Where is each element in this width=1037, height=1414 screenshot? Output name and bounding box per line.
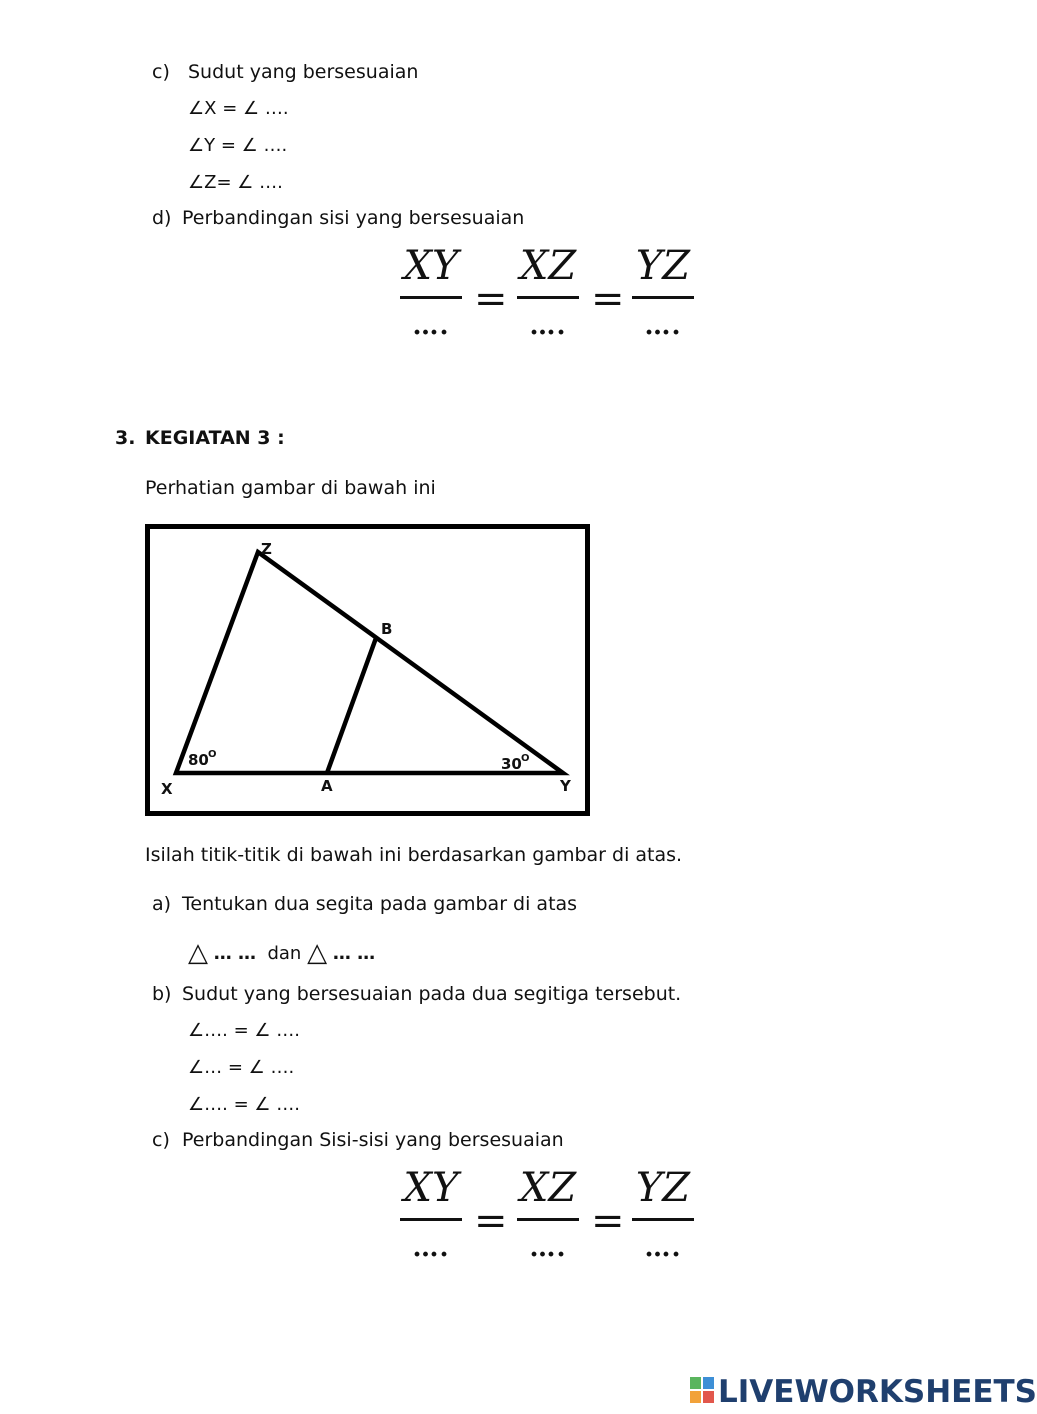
item-title-d: Perbandingan sisi yang bersesuaian (182, 207, 525, 229)
equals-sign: = (591, 1198, 625, 1244)
fraction-blank: …. (644, 311, 682, 341)
triangle-symbol: △ (307, 938, 328, 968)
vertex-label-z: Z (261, 540, 272, 558)
triangle-blank-2[interactable]: … … (332, 943, 376, 964)
fraction-xy (400, 1165, 462, 1263)
connector-text: dan (267, 943, 302, 964)
vertex-label-x: X (161, 780, 173, 798)
triangle-blank-1[interactable]: … … (213, 943, 257, 964)
vertex-label-b: B (381, 620, 393, 638)
angle-line-y: ∠Y = ∠ …. (188, 135, 288, 156)
triangle-figure (145, 524, 591, 818)
item-label-c2: c) (152, 1129, 170, 1151)
angle-blank-line-3[interactable]: ∠…. = ∠ …. (188, 1094, 300, 1115)
fraction-numerator: YZ (635, 243, 691, 289)
fraction-numerator: XZ (519, 243, 577, 289)
item-title-a: Tentukan dua segita pada gambar di atas (182, 893, 578, 915)
fraction-numerator: XY (403, 1165, 459, 1211)
item-title-b: Sudut yang bersesuaian pada dua segitiga tersebut. (182, 983, 682, 1005)
triangle-symbol: △ (188, 938, 208, 968)
instruction-text: Isilah titik-titik di bawah ini berdasarkan gambar di atas. (145, 844, 683, 866)
fraction-bar (632, 296, 694, 299)
equals-sign: = (474, 276, 508, 322)
item-title-c: Sudut yang bersesuaian (188, 61, 419, 83)
fraction-numerator: XZ (519, 1165, 577, 1211)
vertex-label-y: Y (560, 777, 571, 795)
angle-blank-line-2[interactable]: ∠… = ∠ …. (188, 1057, 295, 1078)
fraction-numerator: XY (403, 243, 459, 289)
item-label-d: d) (152, 207, 172, 229)
fraction-xy (400, 243, 462, 341)
fraction-blank[interactable]: …. (644, 1233, 682, 1263)
fraction-bar (400, 1218, 462, 1221)
fraction-numerator: YZ (635, 1165, 691, 1211)
angle-line-x: ∠X = ∠ …. (188, 98, 289, 119)
angle-blank-line-1[interactable]: ∠…. = ∠ …. (188, 1020, 300, 1041)
angle-value-y: 30 (501, 755, 522, 773)
logo-grid-icon (690, 1377, 714, 1404)
fraction-xz (517, 1165, 579, 1263)
vertex-label-a: A (321, 777, 333, 795)
fraction-bar (517, 296, 579, 299)
angle-value-x: 80 (188, 751, 209, 769)
angle-line-z: ∠Z= ∠ …. (188, 172, 283, 193)
intro-text: Perhatian gambar di bawah ini (145, 477, 436, 499)
equals-sign: = (474, 1198, 508, 1244)
degree-mark-y: O (521, 753, 530, 764)
section-number: 3. (115, 427, 136, 449)
triangle-answer-line (188, 938, 376, 968)
item-label-a: a) (152, 893, 172, 915)
fraction-blank[interactable]: …. (412, 1233, 450, 1263)
fraction-xz (517, 243, 579, 341)
fraction-blank: …. (412, 311, 450, 341)
logo-text: LIVEWORKSHEETS (718, 1374, 1037, 1410)
fraction-blank[interactable]: …. (529, 1233, 567, 1263)
section-heading: KEGIATAN 3 : (145, 427, 285, 449)
item-title-c2: Perbandingan Sisi-sisi yang bersesuaian (182, 1129, 564, 1151)
fraction-bar (517, 1218, 579, 1221)
item-label-c: c) (152, 61, 170, 83)
fraction-bar (400, 296, 462, 299)
item-label-b: b) (152, 983, 172, 1005)
fraction-blank: …. (529, 311, 567, 341)
fraction-yz (632, 1165, 694, 1263)
fraction-yz (632, 243, 694, 341)
equals-sign: = (591, 276, 625, 322)
degree-mark-x: O (208, 749, 217, 760)
fraction-bar (632, 1218, 694, 1221)
